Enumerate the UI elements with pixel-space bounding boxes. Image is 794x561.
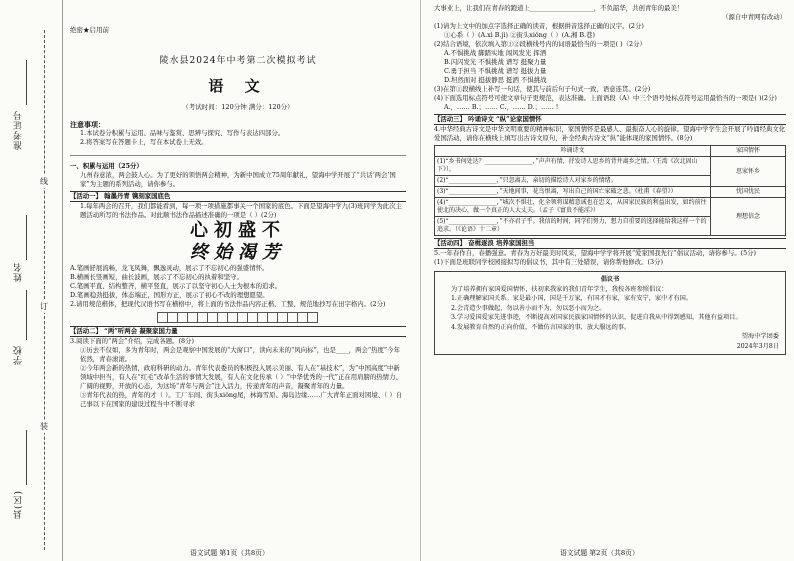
activity-heading: 【活动三】 吟诵诗文 “纵”论家国情怀 (434, 114, 786, 125)
activity-heading: 【活动二】 “两”听两会 凝聚家国力量 (70, 326, 406, 337)
fold-mark-zhuang: 装 (40, 422, 48, 431)
passage-paragraph: ①历去不仅如，多为青年时，两会是观察中国发展的“大窗口”，读向未来的“风向标”，也是____，两会“热度”今年依然，青春滚滚。 (80, 346, 400, 363)
sub-question: (3)在第①段横线上补写一句话，使其与前后句子句式一致，语意连贯。(2分) (434, 85, 651, 93)
fold-mark-xian: 线 (40, 177, 48, 186)
table-header: 吟诵诗文 (435, 146, 711, 157)
school-line (26, 290, 27, 340)
letter-signature: 望海中学团委 (741, 333, 779, 340)
question-3: 3.阅读下面的“两会”介绍，完成各题。(8分) (70, 337, 194, 345)
district-label: 县(区) (14, 490, 24, 520)
source-note: （源自中青网有改动） (722, 13, 786, 21)
section-intro: 九州春意浓，两会鼓人心。为了更好的领悟两会精神，为新中国成立75周年献礼，望海中学开展了“共话‘两会’国家”为主题的系列活动，请你参与。 (80, 171, 396, 188)
exam-title: 陵水县2024年中考第二次模拟考试 (159, 56, 317, 66)
table-cell: (3)“________________，”天地间事，花鸟恨离，写出自己的国亡家破之悲。（杜甫《春望》） (435, 187, 711, 198)
page-footer-left: 语文试题 第1页（共8页） (190, 549, 269, 557)
question-5: 5.一年春作自，春播强意。青春为万好最美时风采，望海中学学将开展“爱家国我先行”倡议活动，请你参与。(5分) (434, 249, 757, 257)
secret-mark: 绝密★启用前 (70, 26, 109, 34)
table-cell: (4)“________________，”城次不惧壮，化全领将谋精意诚也在忠义，从国家民族的利益出发，如约前往使北的决心，做一个真正的人大丈夫。（孟子《富贵不能淫》） (435, 198, 711, 217)
district-line (26, 430, 27, 485)
name-line (26, 215, 27, 260)
calligraphy-line-2: 终始渴芳 (190, 242, 286, 263)
passage-end: 大事业上，让我们在青春的跑道上____________________，不负韶华，共创青年的最美！ (434, 4, 684, 12)
question-2: 2.请用规范楷体，把现代汉语书写在横格中，将上面的书法作品内容正楷、工整、规范地抄写在田字格内。(2分) (70, 300, 386, 308)
poem-table (434, 145, 786, 236)
table-cell: (2)“________________，”只忽离去，亲切的描绘诗人对家乡的情绪。 (435, 176, 711, 187)
sub-question: (4)下面选用标点符号可使文章句子更规范，表达准确。上面语段（A）中三个语号处标点符号运用最恰当的一项是( )(2分) (434, 94, 777, 102)
subject-title: 语 文 (208, 77, 268, 95)
option: D.坦然面对 挺拔静思 挺洒 不惧挑战 (444, 76, 547, 84)
fold-mark-ding: 订 (40, 302, 48, 311)
sub-question: (1)请为上文中的加点字选择正确的读音，根据拼音选择正确的汉字。(2分) (434, 22, 644, 30)
passage-paragraph: ②今年两会新的热情，政府科研的动力。青年代表委员的积极投入展示美丽、有人在“基技术”，为“中国高度”中新领域中担当，有人在“红毛”改革生活的事情大发展，有人在文化传承（ ）“中华优秀的一代”正在用肩膀的热情力、广阔的视野，开放的心态，为这场“青年与两会”注入活力，传递青年的声音，凝聚青年的力量。 (80, 364, 402, 390)
notice-heading: 注意事项： (70, 120, 105, 129)
table-cell: (1)“乡书何处达？________________，”声声有情，抒发诗人思乡的背井离乡之情。（王湾《次北固山下》）。 (435, 157, 711, 176)
table-cell-theme: 理想信念 (711, 198, 786, 236)
binding-strip (0, 0, 63, 561)
letter-line: 4.发展教育自然的正向价值，不做仿言国家的事，放大服远的事。 (451, 323, 631, 331)
time-info: （考试时间：120分钟 满分：120分） (182, 103, 294, 111)
question-1: 1.每年两会的召开，我们都能看到，每一项一项措施都事关一个国家的底色。下面是望海中学九(3)班同学为此次主题活动所写的书法作品。对此顺书法作品描述准确的一项是（ ）(2分) (80, 202, 402, 219)
option: A.不惧挑战 脚踏实地 闯风发光 挥洒 (444, 49, 547, 57)
school-label: 学校 (14, 345, 24, 365)
name-label: 姓名 (14, 262, 24, 282)
table-cell-theme: 思家怀乡 (711, 157, 786, 187)
proposal-letter (434, 271, 786, 355)
option: D.笔画稳劲挺拔，体态端正，国形方正，展示了初心不改的理想愿望。 (70, 291, 269, 299)
activity-heading: 【活动一】 翰墨丹青 镌刻家国底色 (70, 191, 406, 202)
section-heading: 一、积累与运用（25分） (70, 162, 143, 170)
grid-cell (307, 312, 318, 323)
exam-no-label: 准考证号 (14, 110, 24, 150)
sub-question: (1)下面是班联同学校园接拟写的倡议书，其中有三处错误，请你帮他修改。(3分) (434, 258, 663, 266)
notice-item: 2.将答案写在答题卡上，写在本试卷上无效。 (80, 138, 208, 146)
sub-question: (2)结合语境，依次填入第①②段横线号内的词语最恰当的一项是( )（2分） (434, 40, 646, 48)
right-page (434, 4, 786, 544)
calligraphy-line-1: 心初盛不 (190, 220, 286, 241)
letter-line: 3.学习爱国爱家先进事迹，不断提高对国家民族家国情怀的认识，促进自我从中得到感知，其他有益项目。 (451, 314, 742, 321)
option: B.横画长竖画短，曲长波画，展示了不忘初心的执着和坚守。 (70, 273, 243, 281)
letter-line: 1.正确理解家国关系。家是最小国，国是千万家，有国才有家，家有安宁，家中才有国。 (451, 295, 693, 302)
page-divider (420, 0, 421, 561)
question-4: 4.中华经典古诗文是中华文明重要的精神标识，家国情怀是最感人、最振奋人心的旋律。望海中学学生会开展了吟诵经典文化爱国活动，请你在横线上填写出古诗文原句，补全经典古诗文“纵”能体现的家国情怀。(8分) (434, 125, 786, 142)
exam-no-line (26, 60, 27, 105)
option: C.勇于担当 不惧挑战 谱写 挺拔力量 (444, 67, 547, 75)
option: A.，…… B.；…… C.，…… D.；…… ! (444, 103, 559, 111)
option: B.闪闪发光 不惧挑战 谱写 挺聚力量 (444, 58, 547, 66)
activity-heading: 【活动四】 奋楫逐浪 培养家国担当 (434, 238, 786, 249)
section-divider (70, 155, 406, 156)
table-cell-theme: 忧国忧民 (711, 187, 786, 198)
letter-title: 倡议书 (600, 276, 620, 283)
sub-question: ①心系（ ）(A.xì B.jì) ②街头xiǒng（ ）(A.湘 B.巷) (444, 31, 595, 39)
passage-paragraph: ③青年代表的热，青年的才（ ）。工厂车间、街头xiǒng尾，林海雪原、海岛边缘……广大青年正面对困境、（ ）自己事以下在国家的建设过程当中不断寻求 (80, 391, 403, 408)
letter-line: 为了培养拥有家国爱国情怀，扶初来我家的我们青年学生，我校各班参照倡议： (451, 285, 668, 293)
option: C.笔画平直、结构整齐，横平竖直，展示了以坚守初心人士为根本的追求。 (70, 282, 282, 290)
letter-date: 2024年3月8日 (736, 342, 779, 350)
letter-line: 2.会青造少事做起，勿以善小而不为，勿以恶小而为之。 (451, 304, 606, 312)
page-footer-right: 语文试题 第2页（共8页） (560, 549, 639, 557)
option: A.笔画舒展流畅，龙飞凤舞，飘逸灵动，展示了不忘初心的强盛情怀。 (70, 264, 269, 272)
tianzige-grid (70, 312, 406, 323)
left-page (70, 26, 406, 546)
table-cell: (5)“________________，”不亦君子乎。我信的时间，同学们努力，想力自重要的选择能给我这样一个的追求。（《论语》十二章） (435, 217, 711, 236)
notice-item: 1.本试卷分积累与运用、品味与鉴赏、思辨与探究、写作与表达四部分。 (80, 129, 285, 137)
fold-dashed-line (44, 30, 45, 550)
table-header: 家国情怀 (711, 146, 786, 157)
